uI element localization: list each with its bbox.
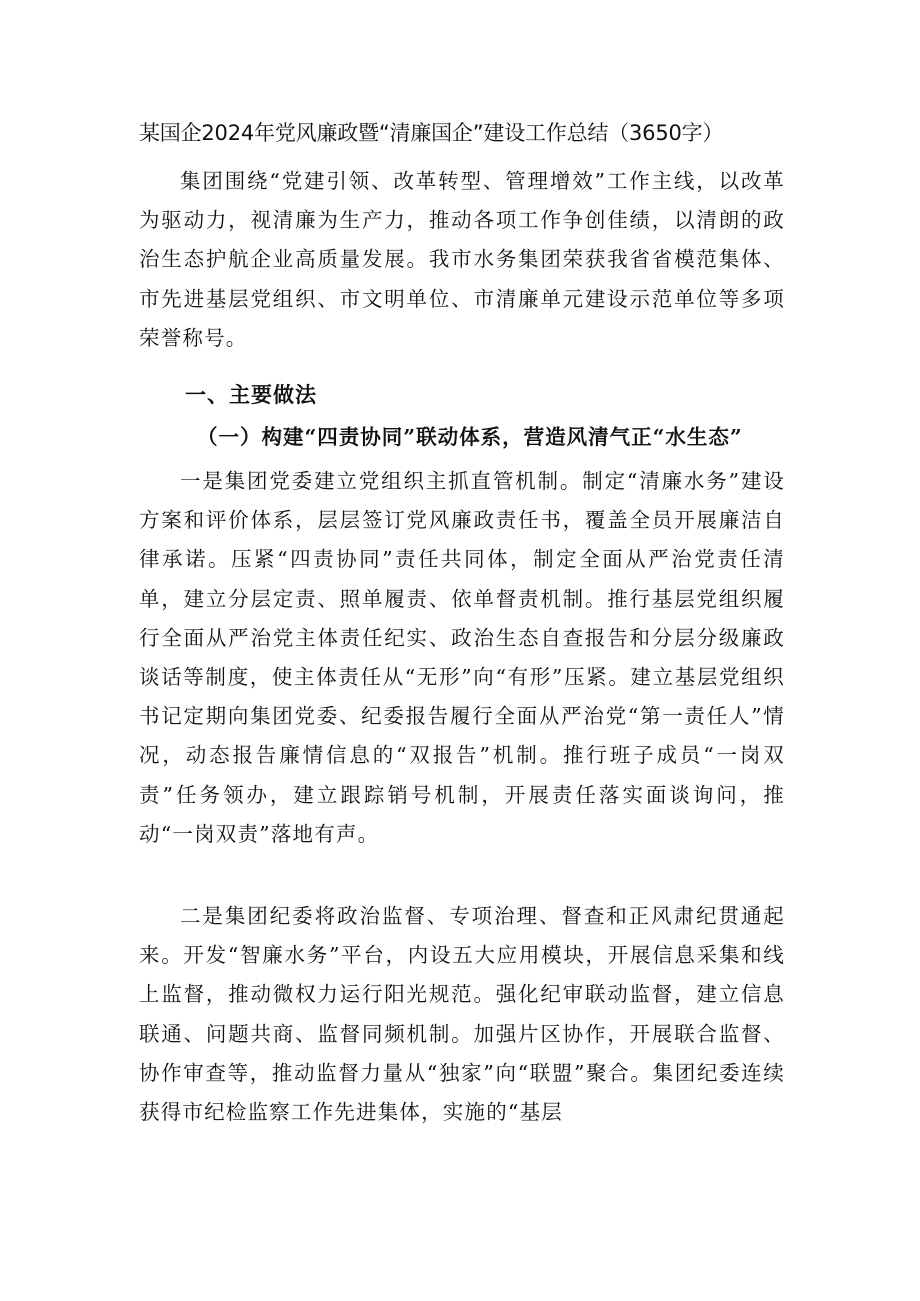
body-paragraph-2: 二是集团纪委将政治监督、专项治理、督查和正风肃纪贯通起来。开发“智廉水务”平台，内设五大应用模块，开展信息采集和线上监督，推动微权力运行阳光规范。强化纪审联动监督，建立信息联通、问题共商、监督同频机制。加强片区协作，开展联合监督、协作审查等，推动监督力量从“独家”向“联盟”聚合。集团纪委连续获得市纪检监察工作先进集体，实施的“基层 [139, 904, 785, 1125]
subsection-heading: （一）构建“四责协同”联动体系，营造风清气正“水生态” [197, 425, 743, 449]
section-heading: 一、主要做法 [185, 383, 317, 407]
document-title: 某国企2024年党风廉政暨“清廉国企”建设工作总结（3650字） [139, 121, 724, 145]
intro-paragraph: 集团围绕“党建引领、改革转型、管理增效”工作主线，以改革为驱动力，视清廉为生产力，推动各项工作争创佳绩，以清朗的政治生态护航企业高质量发展。我市水务集团荣获我省省模范集体、市先进基层党组织、市文明单位、市清廉单元建设示范单位等多项荣誉称号。 [139, 169, 785, 350]
body-paragraph-1: 一是集团党委建立党组织主抓直管机制。制定“清廉水务”建设方案和评价体系，层层签订党风廉政责任书，覆盖全员开展廉洁自律承诺。压紧“四责协同”责任共同体，制定全面从严治党责任清单，建立分层定责、照单履责、依单督责机制。推行基层党组织履行全面从严治党主体责任纪实、政治生态自查报告和分层分级廉政谈话等制度，使主体责任从“无形”向“有形”压紧。建立基层党组织书记定期向集团党委、纪委报告履行全面从严治党“第一责任人”情况，动态报告廉情信息的“双报告”机制。推行班子成员“一岗双责”任务领办，建立跟踪销号机制，开展责任落实面谈询问，推动“一岗双责”落地有声。 [139, 469, 785, 846]
